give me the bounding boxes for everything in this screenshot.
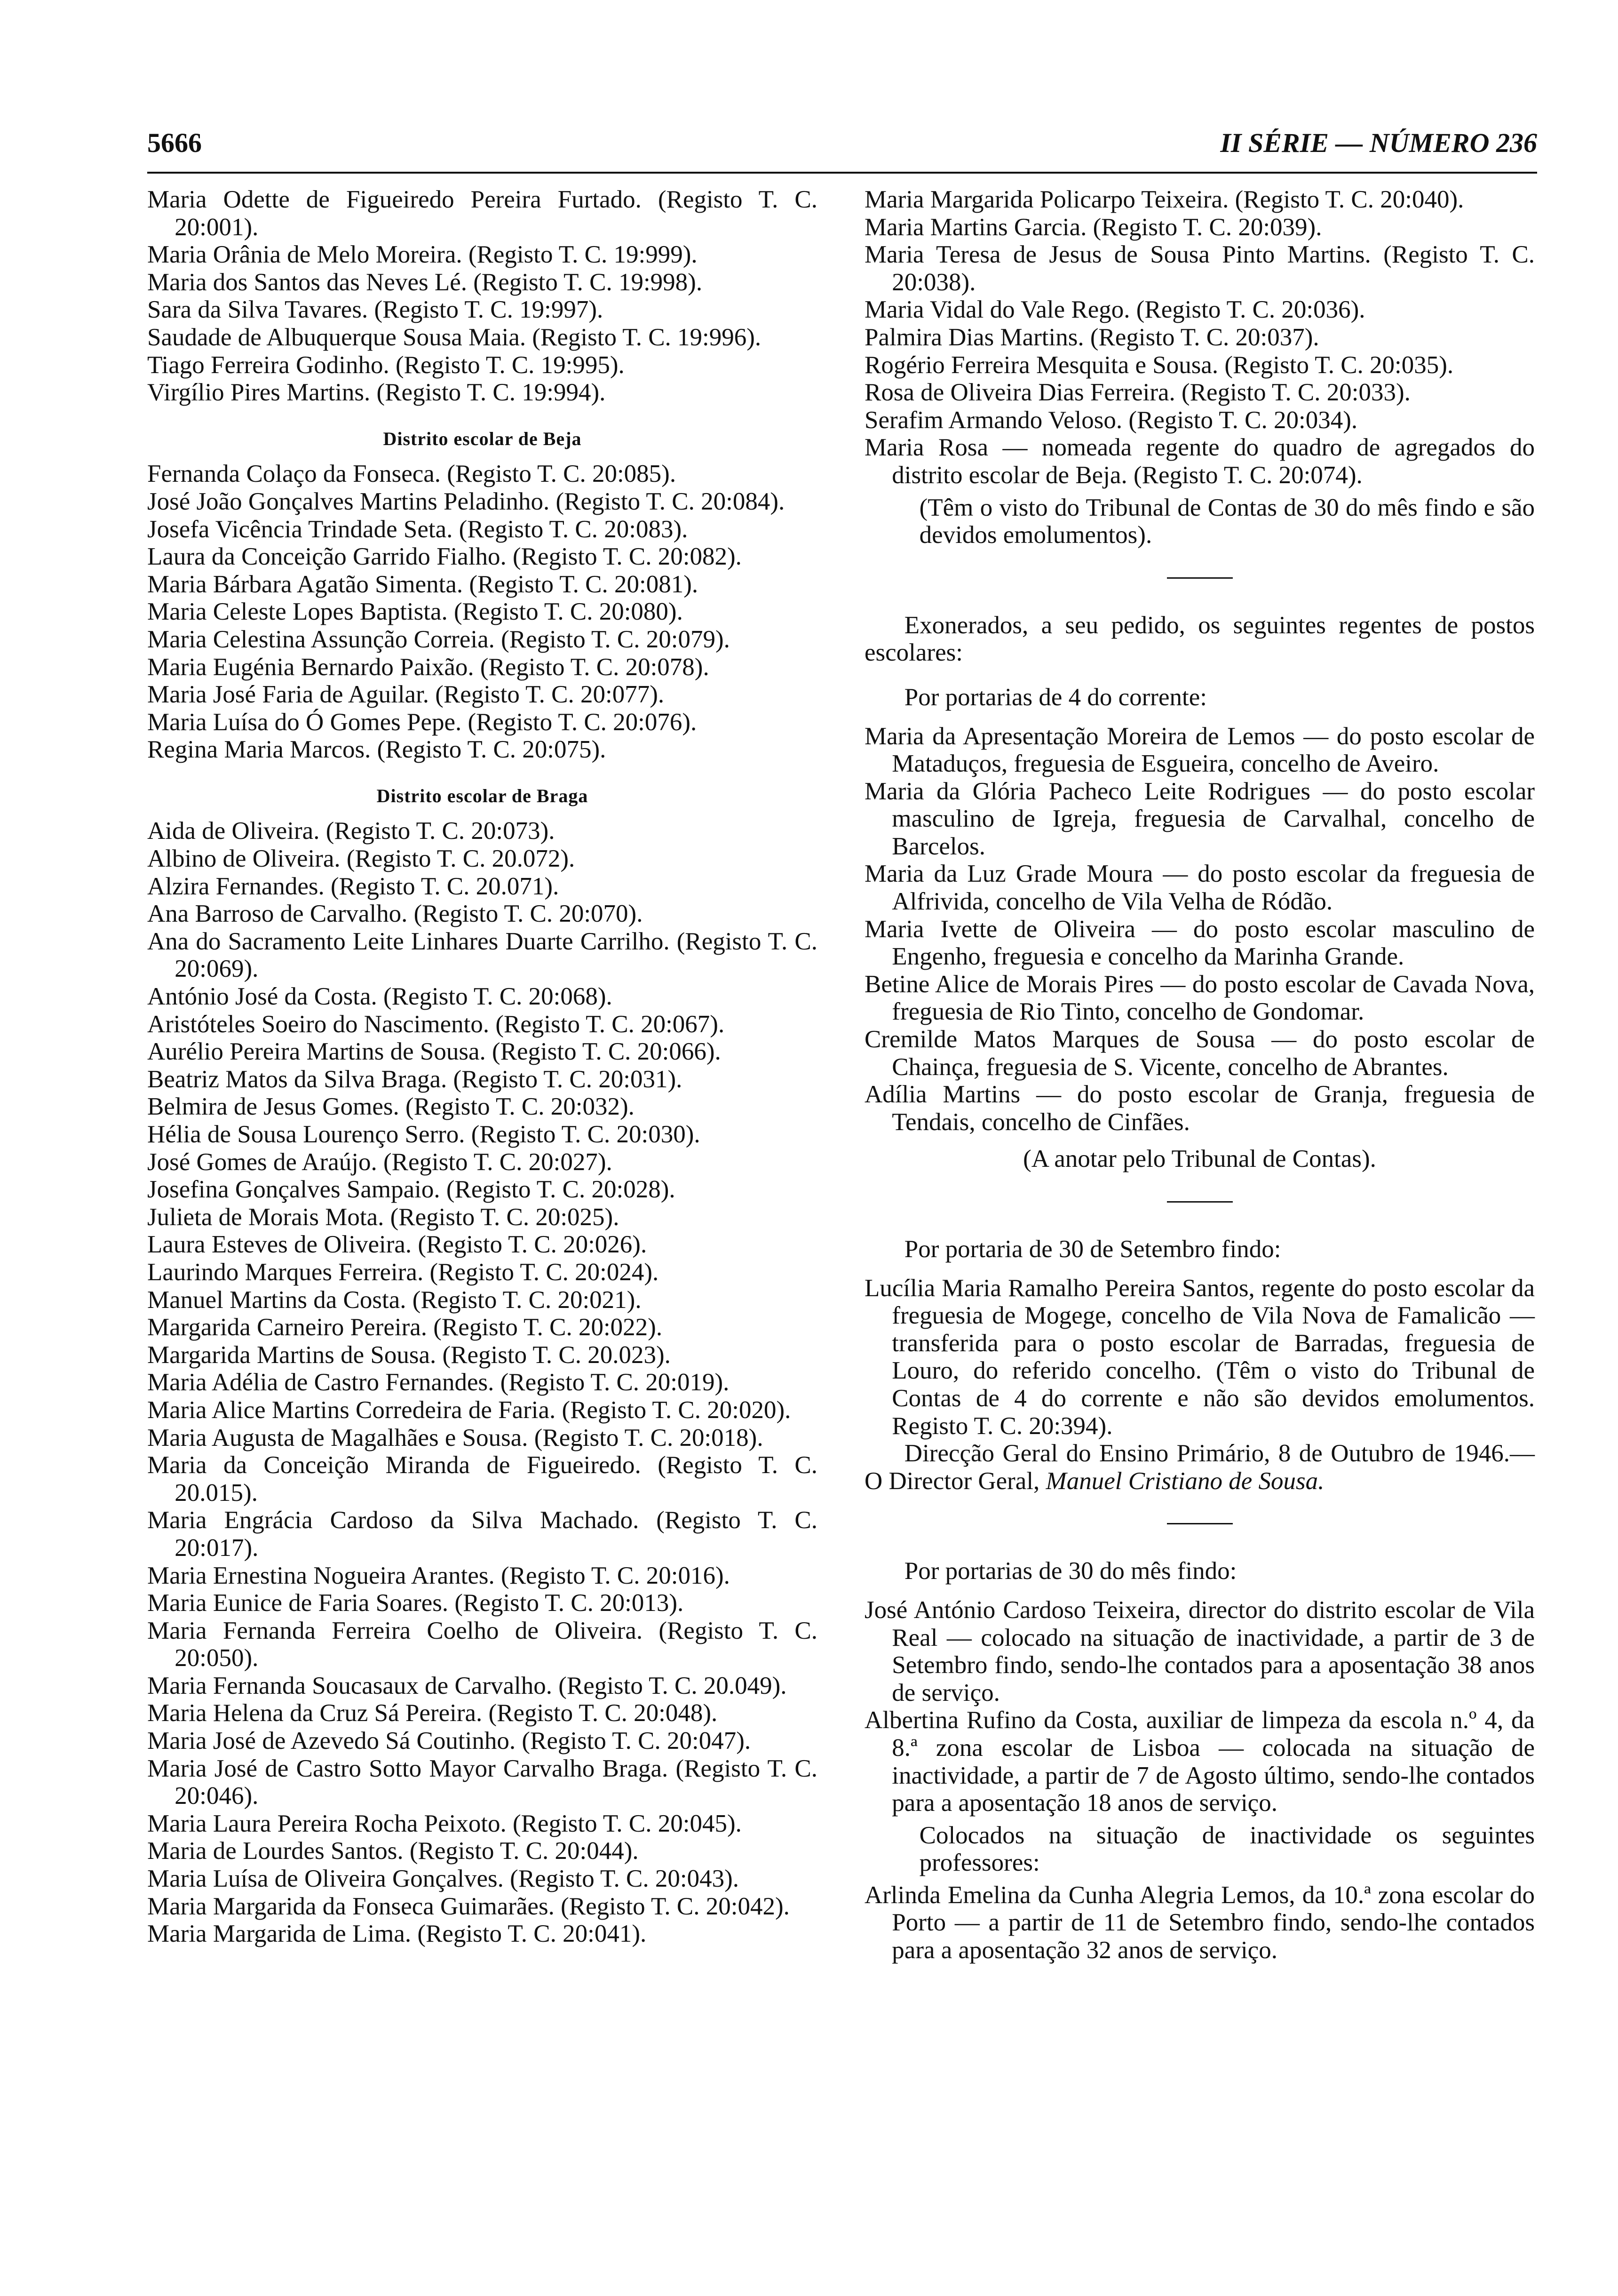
list-entry: Maria Celestina Assunção Correia. (Registo T. C. 20:079).	[147, 625, 730, 653]
list-entry: Maria Ernestina Nogueira Arantes. (Registo T. C. 20:016).	[147, 1562, 730, 1589]
list-entry: Aristóteles Soeiro do Nascimento. (Registo T. C. 20:067).	[147, 1010, 725, 1038]
list-entry: José Gomes de Araújo. (Registo T. C. 20:027).	[147, 1148, 612, 1176]
list-entry: Margarida Martins de Sousa. (Registo T. C. 20.023).	[147, 1341, 671, 1369]
ordinance-intro: Por portarias de 4 do corrente:	[904, 683, 1207, 711]
ordinance-intro: Por portaria de 30 de Setembro findo:	[904, 1236, 1281, 1263]
series-number: II SÉRIE — NÚMERO 236	[1220, 128, 1537, 158]
page-header	[147, 127, 1537, 160]
ordinance-intro: Por portarias de 30 do mês findo:	[904, 1557, 1237, 1585]
section-divider	[1167, 1201, 1233, 1203]
list-entry: Laura Esteves de Oliveira. (Registo T. C. 20:026).	[147, 1231, 647, 1259]
list-entry: Albino de Oliveira. (Registo T. C. 20.072).	[147, 845, 575, 873]
list-entry: Maria da Glória Pacheco Leite Rodrigues — do posto escolar masculino de Igreja, freguesia de Carvalhal, concelho de Barcelos.	[865, 777, 1535, 860]
left-column	[147, 186, 817, 1948]
list-entry: Rosa de Oliveira Dias Ferreira. (Registo T. C. 20:033).	[865, 379, 1411, 407]
section-heading: Distrito escolar de Beja	[383, 428, 582, 449]
list-entry: Rogério Ferreira Mesquita e Sousa. (Registo T. C. 20:035).	[865, 351, 1454, 379]
list-entry: Betine Alice de Morais Pires — do posto escolar de Cavada Nova, freguesia de Rio Tinto, concelho de Gondomar.	[865, 970, 1535, 1026]
list-entry: Sara da Silva Tavares. (Registo T. C. 19:997).	[147, 296, 603, 324]
list-entry: Maria Laura Pereira Rocha Peixoto. (Registo T. C. 20:045).	[147, 1810, 742, 1837]
list-entry: Cremilde Matos Marques de Sousa — do posto escolar de Chainça, freguesia de S. Vicente, concelho de Abrantes.	[865, 1026, 1535, 1081]
list-entry: Maria Celeste Lopes Baptista. (Registo T. C. 20:080).	[147, 598, 683, 626]
list-entry: Maria Engrácia Cardoso da Silva Machado. (Registo T. C. 20:017).	[147, 1507, 817, 1562]
list-entry: Maria Odette de Figueiredo Pereira Furtado. (Registo T. C. 20:001).	[147, 186, 817, 241]
section-heading: Distrito escolar de Braga	[376, 785, 588, 806]
list-entry: Ana do Sacramento Leite Linhares Duarte Carrilho. (Registo T. C. 20:069).	[147, 927, 817, 983]
list-entry: Maria Eugénia Bernardo Paixão. (Registo T. C. 20:078).	[147, 653, 709, 681]
list-entry: Maria Martins Garcia. (Registo T. C. 20:039).	[865, 213, 1322, 241]
section-divider	[1167, 577, 1233, 579]
header-rule	[147, 172, 1537, 174]
list-entry: Maria Eunice de Faria Soares. (Registo T. C. 20:013).	[147, 1589, 684, 1617]
list-entry: Aurélio Pereira Martins de Sousa. (Registo T. C. 20:066).	[147, 1038, 721, 1066]
list-entry: Maria Ivette de Oliveira — do posto escolar masculino de Engenho, freguesia e concelho da Marinha Grande.	[865, 915, 1535, 971]
list-entry: Alzira Fernandes. (Registo T. C. 20.071).	[147, 872, 559, 900]
list-entry: Maria Margarida Policarpo Teixeira. (Registo T. C. 20:040).	[865, 186, 1464, 213]
list-entry: Saudade de Albuquerque Sousa Maia. (Registo T. C. 19:996).	[147, 323, 761, 351]
list-entry: Maria Bárbara Agatão Simenta. (Registo T. C. 20:081).	[147, 570, 698, 598]
list-entry: Maria Orânia de Melo Moreira. (Registo T. C. 19:999).	[147, 241, 698, 269]
list-entry: Adília Martins — do posto escolar de Granja, freguesia de Tendais, concelho de Cinfães.	[865, 1081, 1535, 1136]
list-entry: Virgílio Pires Martins. (Registo T. C. 19:994).	[147, 379, 606, 407]
list-entry: Maria da Luz Grade Moura — do posto escolar da freguesia de Alfrivida, concelho de Vila Velha de Ródão.	[865, 860, 1535, 916]
list-entry: José António Cardoso Teixeira, director do distrito escolar de Vila Real — colocado na situação de inactividade, a partir de 3 de Setembro findo, sendo-lhe contados para a aposentação 38 anos de serviço.	[865, 1596, 1535, 1706]
page-number: 5666	[147, 128, 202, 158]
right-column	[865, 186, 1535, 1964]
section-divider	[1167, 1523, 1233, 1524]
list-entry: Josefina Gonçalves Sampaio. (Registo T. C. 20:028).	[147, 1176, 675, 1204]
list-entry: Maria da Apresentação Moreira de Lemos — do posto escolar de Mataduços, freguesia de Esgueira, concelho de Aveiro.	[865, 722, 1535, 778]
list-entry: Maria Margarida de Lima. (Registo T. C. 20:041).	[147, 1920, 647, 1948]
list-entry: Maria José de Castro Sotto Mayor Carvalho Braga. (Registo T. C. 20:046).	[147, 1754, 817, 1810]
list-entry: Maria Vidal do Vale Rego. (Registo T. C. 20:036).	[865, 296, 1365, 324]
list-entry: Hélia de Sousa Lourenço Serro. (Registo T. C. 20:030).	[147, 1121, 700, 1148]
list-entry: Julieta de Morais Mota. (Registo T. C. 20:025).	[147, 1203, 619, 1231]
list-entry: Maria Adélia de Castro Fernandes. (Registo T. C. 20:019).	[147, 1369, 730, 1396]
list-entry: Maria Luísa do Ó Gomes Pepe. (Registo T. C. 20:076).	[147, 708, 697, 736]
list-entry: Maria Fernanda Soucasaux de Carvalho. (Registo T. C. 20.049).	[147, 1672, 787, 1699]
list-entry: Maria Margarida da Fonseca Guimarães. (Registo T. C. 20:042).	[147, 1892, 790, 1920]
list-entry: Serafim Armando Veloso. (Registo T. C. 20:034).	[865, 406, 1358, 434]
note-paragraph: Colocados na situação de inactividade os seguintes professores:	[919, 1821, 1535, 1877]
list-entry: Fernanda Colaço da Fonseca. (Registo T. C. 20:085).	[147, 460, 676, 488]
list-entry: Maria Luísa de Oliveira Gonçalves. (Registo T. C. 20:043).	[147, 1865, 739, 1893]
list-entry: Maria José Faria de Aguilar. (Registo T. C. 20:077).	[147, 681, 665, 709]
list-entry: Beatriz Matos da Silva Braga. (Registo T. C. 20:031).	[147, 1065, 682, 1093]
director-name: Manuel Cristiano de Sousa.	[1046, 1467, 1325, 1495]
list-entry: Laura da Conceição Garrido Fialho. (Registo T. C. 20:082).	[147, 543, 742, 571]
list-entry: Maria da Conceição Miranda de Figueiredo. (Registo T. C. 20.015).	[147, 1451, 817, 1507]
list-entry: Josefa Vicência Trindade Seta. (Registo T. C. 20:083).	[147, 515, 688, 543]
list-entry: Manuel Martins da Costa. (Registo T. C. 20:021).	[147, 1286, 642, 1314]
list-entry: Maria José de Azevedo Sá Coutinho. (Registo T. C. 20:047).	[147, 1727, 751, 1755]
list-entry: Maria Helena da Cruz Sá Pereira. (Registo T. C. 20:048).	[147, 1699, 718, 1727]
list-entry: António José da Costa. (Registo T. C. 20:068).	[147, 983, 612, 1011]
list-entry: Maria Alice Martins Corredeira de Faria. (Registo T. C. 20:020).	[147, 1396, 791, 1424]
list-entry: Ana Barroso de Carvalho. (Registo T. C. 20:070).	[147, 900, 643, 928]
list-entry: Maria Rosa — nomeada regente do quadro de agregados do distrito escolar de Beja. (Registo T. C. 20:074).	[865, 434, 1535, 489]
list-entry: Margarida Carneiro Pereira. (Registo T. C. 20:022).	[147, 1314, 663, 1341]
list-entry: Belmira de Jesus Gomes. (Registo T. C. 20:032).	[147, 1093, 635, 1121]
list-entry: Laurindo Marques Ferreira. (Registo T. C. 20:024).	[147, 1258, 659, 1286]
list-entry: José João Gonçalves Martins Peladinho. (Registo T. C. 20:084).	[147, 487, 785, 515]
note-paragraph: (A anotar pelo Tribunal de Contas).	[1023, 1145, 1376, 1173]
list-entry: Tiago Ferreira Godinho. (Registo T. C. 19:995).	[147, 351, 625, 379]
list-entry: Maria de Lourdes Santos. (Registo T. C. 20:044).	[147, 1837, 639, 1865]
list-entry: Aida de Oliveira. (Registo T. C. 20:073).	[147, 817, 555, 845]
list-entry: Maria Augusta de Magalhães e Sousa. (Registo T. C. 20:018).	[147, 1424, 763, 1451]
signature-text: Direcção Geral do Ensino Primário, 8 de Outubro de 1946.— O Director Geral,	[865, 1440, 1535, 1495]
list-entry: Regina Maria Marcos. (Registo T. C. 20:075).	[147, 736, 606, 764]
list-entry: Maria Teresa de Jesus de Sousa Pinto Martins. (Registo T. C. 20:038).	[865, 241, 1535, 296]
note-paragraph: (Têm o visto do Tribunal de Contas de 30 do mês findo e são devidos emolumentos).	[919, 494, 1535, 549]
list-entry: Maria dos Santos das Neves Lé. (Registo T. C. 19:998).	[147, 268, 703, 296]
list-entry: Palmira Dias Martins. (Registo T. C. 20:037).	[865, 323, 1319, 351]
body-paragraph: Exonerados, a seu pedido, os seguintes regentes de postos escolares:	[865, 611, 1535, 667]
list-entry: Lucília Maria Ramalho Pereira Santos, regente do posto escolar da freguesia de Mogege, concelho de Vila Nova de Famalicão — transferida para o posto escolar de Barradas, freguesia de Louro, do referido concelho. (Têm o visto do Tribunal de Contas de 4 do corrente e não são devidos emolumentos. Registo T. C. 20:394).	[865, 1274, 1535, 1440]
list-entry: Arlinda Emelina da Cunha Alegria Lemos, da 10.ª zona escolar do Porto — a partir de 11 de Setembro findo, sendo-lhe contados para a aposentação 32 anos de serviço.	[865, 1881, 1535, 1964]
list-entry: Albertina Rufino da Costa, auxiliar de limpeza da escola n.º 4, da 8.ª zona escolar de Lisboa — colocada na situação de inactividade, a partir de 7 de Agosto último, sendo-lhe contados para a aposentação 18 anos de serviço.	[865, 1706, 1535, 1817]
signature-paragraph	[865, 1440, 1535, 1495]
list-entry: Maria Fernanda Ferreira Coelho de Oliveira. (Registo T. C. 20:050).	[147, 1617, 817, 1672]
